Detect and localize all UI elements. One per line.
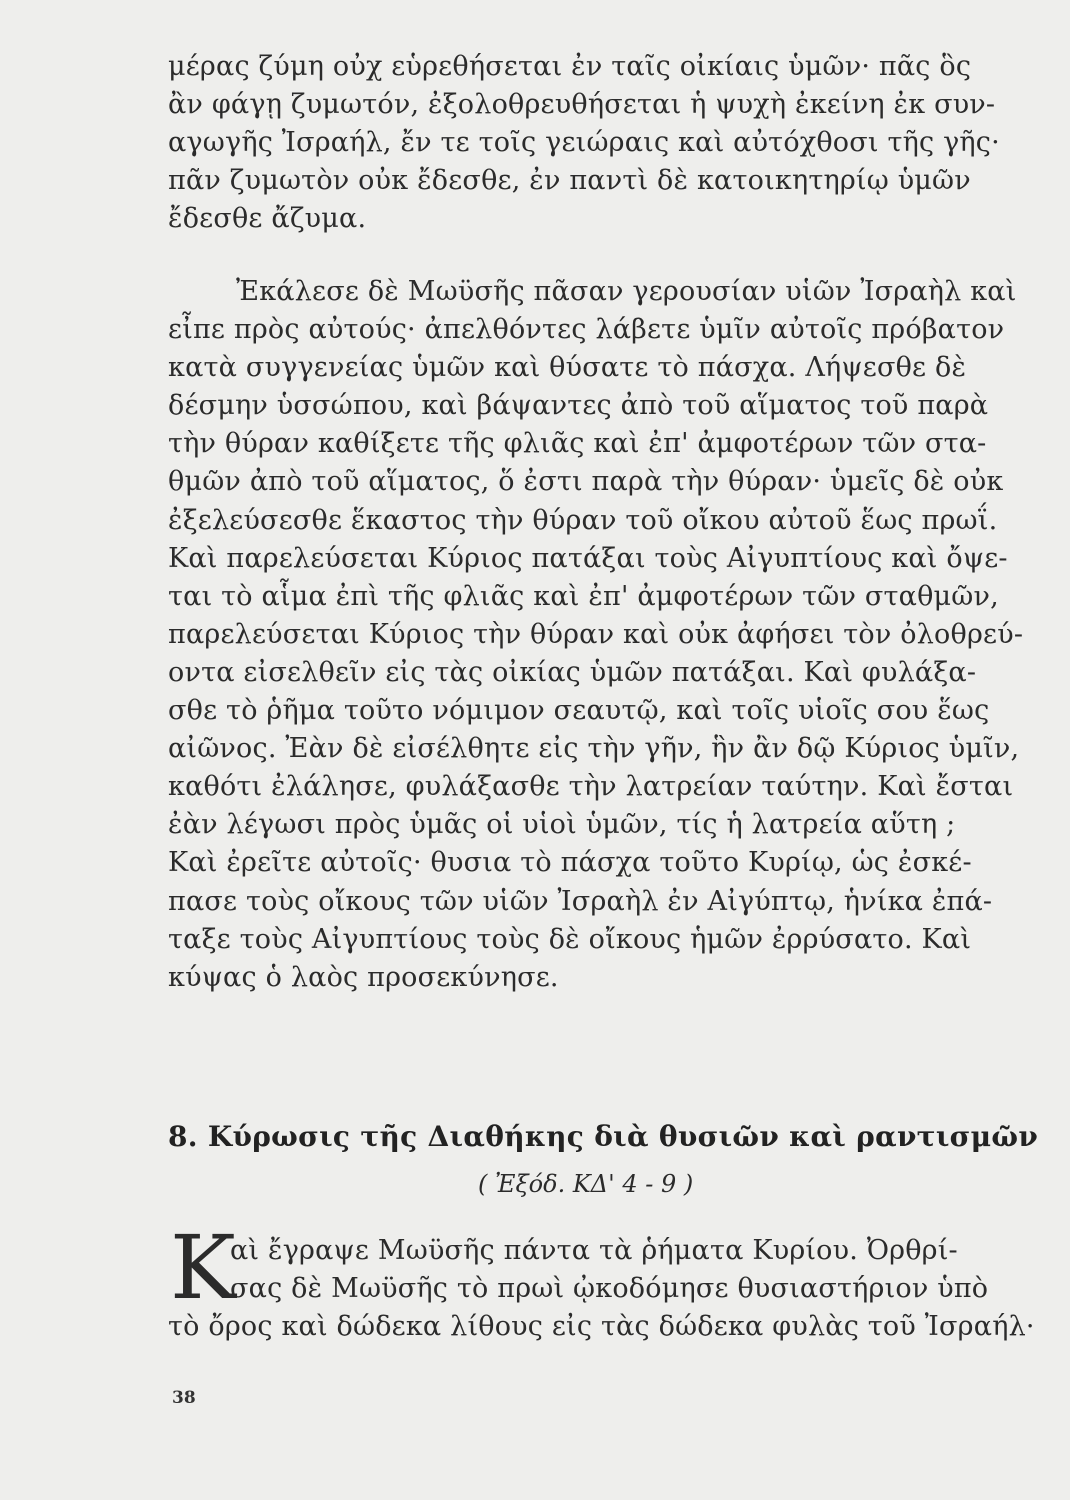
paragraph-line: εἶπε πρὸς αὐτούς· ἀπελθόντες λάβετε ὑμῖν αὐτοῖς πρόβατον [168, 314, 1005, 346]
paragraph-line: αὶ ἔγραψε Μωϋσῆς πάντα τὰ ῥήματα Κυρίου. Ὀρθρί- [230, 1235, 958, 1266]
paragraph-line: ταξε τοὺς Αἰγυπτίους τοὺς δὲ οἴκους ἡμῶν ἐρρύσατο. Καὶ [168, 923, 972, 955]
paragraph-line: ἂν φάγῃ ζυμωτόν, ἐξολοθρευθήσεται ἡ ψυχὴ ἐκείνη ἐκ συν- [168, 89, 996, 121]
paragraph-line: ται τὸ αἷμα ἐπὶ τῆς φλιᾶς καὶ ἐπ' ἀμφοτέρων τῶν σταθμῶν, [168, 580, 999, 612]
paragraph-line: θμῶν ἀπὸ τοῦ αἵματος, ὅ ἐστι παρὰ τὴν θύραν· ὑμεῖς δὲ οὐκ [168, 466, 1004, 498]
paragraph-2 [168, 273, 1048, 997]
paragraph-line: Ἐκάλεσε δὲ Μωϋσῆς πᾶσαν γερουσίαν υἱῶν Ἰσραὴλ καὶ [236, 276, 1017, 307]
paragraph-line: ἔδεσθε ἄζυμα. [168, 203, 367, 235]
paragraph-line: πασε τοὺς οἴκους τῶν υἱῶν Ἰσραὴλ ἐν Αἰγύπτῳ, ἡνίκα ἐπά- [168, 885, 993, 917]
paragraph-line: αἰῶνος. Ἐὰν δὲ εἰσέλθητε εἰς τὴν γῆν, ἣν ἂν δῷ Κύριος ὑμῖν, [168, 733, 1020, 765]
paragraph-line: ἐξελεύσεσθε ἕκαστος τὴν θύραν τοῦ οἴκου αὐτοῦ ἕως πρωΐ. [168, 504, 998, 536]
paragraph-line: καθότι ἐλάλησε, φυλάξασθε τὴν λατρείαν ταύτην. Καὶ ἔσται [168, 771, 1014, 803]
paragraph-line: τὸ ὄρος καὶ δώδεκα λίθους εἰς τὰς δώδεκα φυλὰς τοῦ Ἰσραήλ· [168, 1311, 1035, 1342]
section-heading: 8. Κύρωσις τῆς Διαθήκης διὰ θυσιῶν καὶ ραντισμῶν [168, 1120, 1039, 1153]
section-reference: ( Ἐξόδ. ΚΔ' 4 - 9 ) [478, 1170, 694, 1198]
paragraph-line: κύψας ὁ λαὸς προσεκύνησε. [168, 961, 559, 993]
paragraph-1 [168, 48, 1048, 238]
paragraph-3-continuation [168, 1308, 1048, 1346]
paragraph-line: οντα εἰσελθεῖν εἰς τὰς οἰκίας ὑμῶν πατάξαι. Καὶ φυλάξα- [168, 656, 977, 688]
paragraph-line: Καὶ ἐρεῖτε αὐτοῖς· θυσια τὸ πάσχα τοῦτο Κυρίῳ, ὡς ἐσκέ- [168, 847, 972, 879]
paragraph-line: αγωγῆς Ἰσραήλ, ἔν τε τοῖς γειώραις καὶ αὐτόχθοσι τῆς γῆς· [168, 127, 1000, 159]
paragraph-line: δέσμην ὑσσώπου, καὶ βάψαντες ἀπὸ τοῦ αἵματος τοῦ παρὰ [168, 390, 989, 422]
paragraph-line: Καὶ παρελεύσεται Κύριος πατάξαι τοὺς Αἰγυπτίους καὶ ὄψε- [168, 542, 1008, 574]
drop-cap: Κ [170, 1216, 236, 1319]
paragraph-line: μέρας ζύμη οὐχ εὑρεθήσεται ἐν ταῖς οἰκίαις ὑμῶν· πᾶς ὃς [168, 51, 972, 82]
page-number: 38 [172, 1388, 196, 1408]
paragraph-line: πᾶν ζυμωτὸν οὐκ ἔδεσθε, ἐν παντὶ δὲ κατοικητηρίῳ ὑμῶν [168, 165, 971, 197]
paragraph-line: παρελεύσεται Κύριος τὴν θύραν καὶ οὐκ ἀφήσει τὸν ὀλοθρεύ- [168, 618, 1024, 650]
paragraph-line: σθε τὸ ῥῆμα τοῦτο νόμιμον σεαυτῷ, καὶ τοῖς υἱοῖς σου ἕως [168, 695, 990, 727]
paragraph-line: τὴν θύραν καθίξετε τῆς φλιᾶς καὶ ἐπ' ἀμφοτέρων τῶν στα- [168, 428, 987, 460]
paragraph-line: κατὰ συγγενείας ὑμῶν καὶ θύσατε τὸ πάσχα. Λήψεσθε δὲ [168, 352, 967, 384]
paragraph-line: ἐὰν λέγωσι πρὸς ὑμᾶς οἱ υἱοὶ ὑμῶν, τίς ἡ λατρεία αὕτη ; [168, 809, 956, 841]
paragraph-3-opening [230, 1232, 1050, 1308]
paragraph-line: σας δὲ Μωϋσῆς τὸ πρωὶ ᾠκοδόμησε θυσιαστήριον ὑπὸ [230, 1273, 989, 1305]
